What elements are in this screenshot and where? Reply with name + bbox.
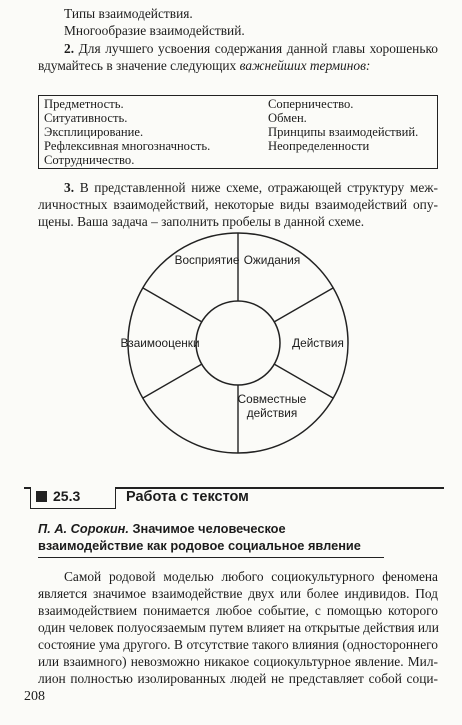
segment-label-actions: Действия: [292, 336, 344, 350]
body-line-7: лион полностью изолированных людей не представляет собой соци-: [38, 671, 438, 686]
task3-line-3: щены. Ваша задача – заполнить пробелы в данной схеме.: [38, 214, 365, 229]
section-number: 25.3: [53, 488, 81, 504]
term-left-2: Ситуативность.: [44, 111, 128, 125]
article-heading-line-1: [38, 521, 286, 537]
article-title-underline: [38, 557, 384, 558]
inner-circle: [196, 301, 280, 385]
term-left-4: Рефлексивная многозначность.: [44, 139, 211, 153]
body-line-3: взаимодействием понимается любое событие, с помощью которого: [38, 603, 438, 618]
center-label-mutual-evaluations: Взаимооценки: [120, 336, 200, 350]
term-left-5: Сотрудничество.: [44, 153, 135, 167]
term-right-4: Неопределенности: [268, 139, 370, 153]
segment-label-joint: Совместные: [237, 392, 307, 406]
article-author: П. А. Сорокин.: [38, 521, 129, 536]
term-left-3: Эксплицирование.: [44, 125, 144, 139]
task2-text-2: вдумайтесь в значение следующих: [38, 58, 240, 73]
divider-upper-left: [143, 288, 202, 322]
segment-label-joint-actions: действия: [246, 406, 298, 420]
segment-label-perception: Восприятие: [174, 253, 240, 267]
segment-label-expectations: Ожидания: [243, 253, 301, 267]
divider-lower-left: [143, 364, 202, 398]
intro-line-1: Типы взаимодействия.: [64, 6, 193, 21]
section-square-icon: [36, 491, 47, 502]
body-line-6: или взаимного) невозможно никакое социокультурное явление. Мил-: [38, 654, 438, 669]
body-line-4: один человек полуосязаемым путем влияет на открытые действия или: [38, 620, 439, 635]
article-title-1: Значимое человеческое: [128, 521, 286, 536]
section-number-box: [30, 487, 116, 509]
task2-italic: важнейших терминов:: [239, 58, 371, 73]
body-line-5: состояние ума другого. В отсутствие такого влияния (одностороннего: [38, 637, 438, 652]
task3-number: 3.: [64, 180, 75, 195]
task3-text-1: В представленной ниже схеме, отражающей структуру меж-: [79, 180, 438, 195]
body-line-1: Самой родовой моделью любого социокультурного феномена: [64, 569, 438, 584]
term-right-3: Принципы взаимодействий.: [268, 125, 419, 139]
term-left-1: Предметность.: [44, 97, 124, 111]
article-heading-line-2: взаимодействие как родовое социальное явление: [38, 538, 361, 553]
task2-number: 2.: [64, 41, 75, 56]
page-number: 208: [24, 689, 45, 704]
body-line-2: является значимое взаимодействие двух или более индивидов. Под: [38, 586, 438, 601]
term-right-1: Соперничество.: [268, 97, 354, 111]
section-title: Работа с текстом: [126, 489, 249, 505]
intro-line-2: Многообразие взаимодействий.: [64, 23, 245, 38]
task2-text-1: Для лучшего усвоения содержания данной главы хорошенько: [78, 41, 438, 56]
task3-line-2: личностных взаимодействий, некоторые виды взаимодействий опу-: [38, 197, 438, 212]
divider-upper-right: [274, 288, 333, 322]
term-right-2: Обмен.: [268, 111, 307, 125]
